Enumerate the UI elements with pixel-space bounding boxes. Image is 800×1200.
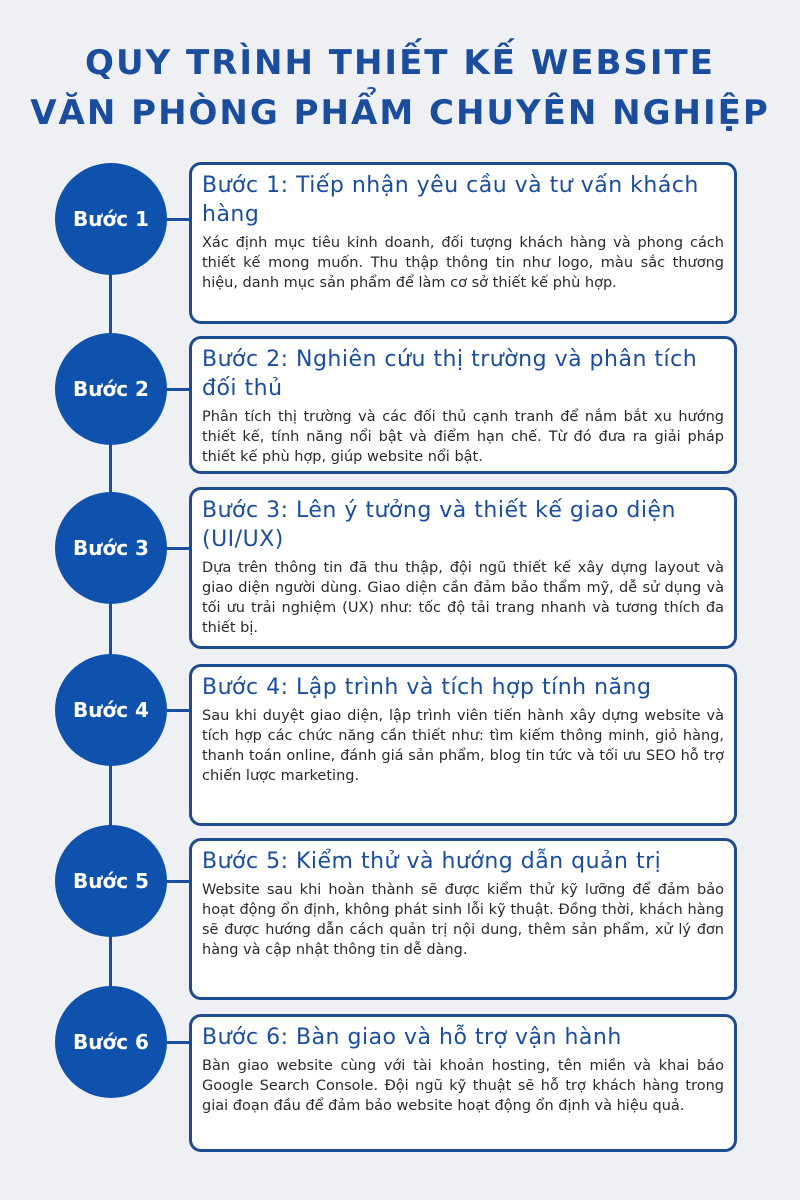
- step-3-description: Dựa trên thông tin đã thu thập, đội ngũ thiết kế xây dựng layout và giao diện người dùng. Giao diện cần đảm bảo thẩm mỹ, dễ sử dụng và tối ưu trải nghiệm (UX) như: tốc độ tải trang nhanh và tương thích đa thiết bị.: [202, 560, 724, 636]
- step-1-card: [189, 162, 737, 324]
- step-3-title: Bước 3: Lên ý tưởng và thiết kế giao diện (UI/UX): [202, 498, 676, 552]
- step-6-card: [189, 1014, 737, 1152]
- step-1-title: Bước 1: Tiếp nhận yêu cầu và tư vấn khách hàng: [202, 173, 699, 227]
- step-1-connector: [166, 218, 190, 221]
- step-4-description: Sau khi duyệt giao diện, lập trình viên tiến hành xây dựng website và tích hợp các chức năng cần thiết như: tìm kiếm thông minh, giỏ hàng, thanh toán online, đánh giá sản phẩm, blog tin tức và tối ưu SEO hỗ trợ chiến lược marketing.: [202, 708, 724, 784]
- step-2-title: Bước 2: Nghiên cứu thị trường và phân tích đối thủ: [202, 347, 698, 401]
- step-6-description: Bàn giao website cùng với tài khoản hosting, tên miền và khai báo Google Search Console. Đội ngũ kỹ thuật sẽ hỗ trợ khách hàng trong giai đoạn đầu để đảm bảo website hoạt động ổn định và hiệu quả.: [202, 1058, 724, 1114]
- step-3-card: [189, 487, 737, 649]
- step-6-connector: [166, 1041, 190, 1044]
- page-title: [0, 38, 800, 138]
- step-6-title: Bước 6: Bàn giao và hỗ trợ vận hành: [202, 1025, 622, 1050]
- step-4-connector: [166, 709, 190, 712]
- step-2-badge: Bước 2: [55, 333, 167, 445]
- step-6-badge: Bước 6: [55, 986, 167, 1098]
- step-4-badge: Bước 4: [55, 654, 167, 766]
- step-2-description: Phân tích thị trường và các đối thủ cạnh tranh để nắm bắt xu hướng thiết kế, tính năng nổi bật và điểm hạn chế. Từ đó đưa ra giải pháp thiết kế phù hợp, giúp website nổi bật.: [202, 409, 724, 465]
- step-4-card: [189, 664, 737, 826]
- step-1-badge: Bước 1: [55, 163, 167, 275]
- step-2-card: [189, 336, 737, 474]
- step-5-card: [189, 838, 737, 1000]
- step-2-connector: [166, 388, 190, 391]
- step-5-connector: [166, 880, 190, 883]
- step-4-title: Bước 4: Lập trình và tích hợp tính năng: [202, 675, 652, 700]
- title-line-1: QUY TRÌNH THIẾT KẾ WEBSITE: [85, 43, 715, 83]
- step-5-description: Website sau khi hoàn thành sẽ được kiểm thử kỹ lưỡng để đảm bảo hoạt động ổn định, không phát sinh lỗi kỹ thuật. Đồng thời, khách hàng sẽ được hướng dẫn cách quản trị nội dung, thêm sản phẩm, xử lý đơn hàng và cập nhật thông tin dễ dàng.: [202, 882, 724, 958]
- step-5-title: Bước 5: Kiểm thử và hướng dẫn quản trị: [202, 849, 662, 874]
- step-1-description: Xác định mục tiêu kinh doanh, đối tượng khách hàng và phong cách thiết kế mong muốn. Thu thập thông tin như logo, màu sắc thương hiệu, danh mục sản phẩm để làm cơ sở thiết kế phù hợp.: [202, 235, 724, 291]
- step-3-badge: Bước 3: [55, 492, 167, 604]
- title-line-2: VĂN PHÒNG PHẨM CHUYÊN NGHIỆP: [30, 93, 770, 133]
- step-3-connector: [166, 547, 190, 550]
- step-5-badge: Bước 5: [55, 825, 167, 937]
